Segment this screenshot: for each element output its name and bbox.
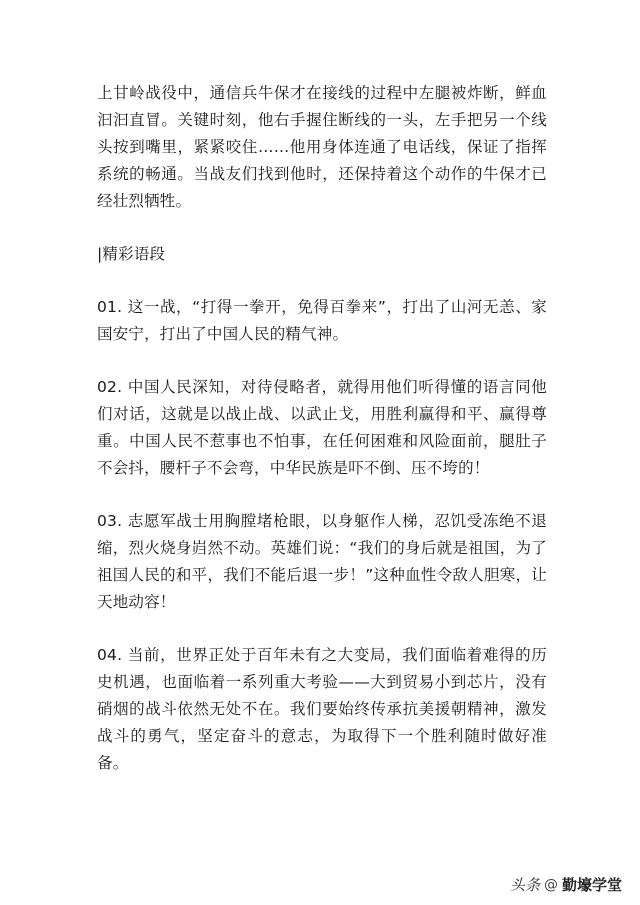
article-body (97, 80, 547, 803)
intro-paragraph: 上甘岭战役中，通信兵牛保才在接线的过程中左腿被炸断，鲜血汩汩直冒。关键时刻，他右手握住断线的一头，左手把另一个线头按到嘴里，紧紧咬住……他用身体连通了电话线，保证了指挥系统的畅通。当战友们找到他时，还保持着这个动作的牛保才已经壮烈牺牲。 (97, 84, 547, 210)
excerpt-paragraph: 04. 当前，世界正处于百年未有之大变局，我们面临着难得的历史机遇，也面临着一系列重大考验——大到贸易小到芯片，没有硝烟的战斗依然无处不在。我们要始终传承抗美援朝精神，激发战斗的勇气，坚定奋斗的意志，为取得下一个胜利随时做好准备。 (97, 646, 547, 772)
section-heading: |精彩语段 (97, 245, 166, 263)
excerpt-paragraph: 03. 志愿军战士用胸膛堵枪眼，以身躯作人梯，忍饥受冻绝不退缩，烈火烧身岿然不动。英雄们说：“我们的身后就是祖国，为了祖国人民的和平，我们不能后退一步！”这种血性令敌人胆寒，让天地动容！ (97, 512, 547, 611)
watermark-account: 勤壕学堂 (561, 876, 622, 894)
excerpt-paragraph: 01. 这一战，“打得一拳开，免得百拳来”，打出了山河无恙、家国安宁，打出了中国人民的精气神。 (97, 298, 547, 343)
watermark-at: @ (543, 876, 558, 893)
watermark-platform: 头条 (509, 876, 540, 894)
excerpt-paragraph: 02. 中国人民深知，对待侵略者，就得用他们听得懂的语言同他们对话，这就是以战止战、以武止戈，用胜利赢得和平、赢得尊重。中国人民不惹事也不怕事，在任何困难和风险面前，腿肚子不会抖，腰杆子不会弯，中华民族是吓不倒、压不垮的！ (97, 378, 547, 477)
watermark (510, 874, 622, 895)
